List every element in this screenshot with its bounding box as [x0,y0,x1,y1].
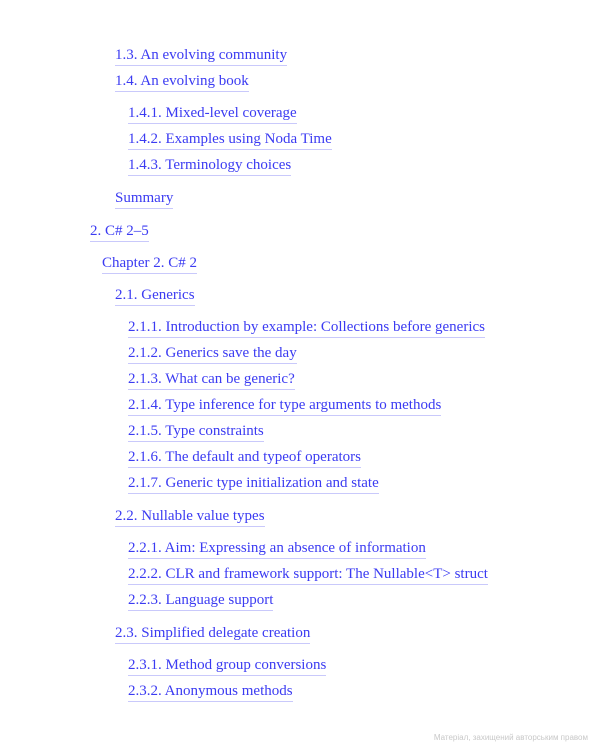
toc-link[interactable]: 2.1.7. Generic type initialization and state [128,475,379,494]
toc-link[interactable]: 1.4.2. Examples using Noda Time [128,131,332,150]
toc-link[interactable]: 2.2.2. CLR and framework support: The Nullable<T> struct [128,566,488,585]
toc-link[interactable]: 2.2.3. Language support [128,592,273,611]
toc-link[interactable]: Summary [115,190,173,209]
toc-link[interactable]: 2.3. Simplified delegate creation [115,625,310,644]
toc-link[interactable]: 1.4.1. Mixed-level coverage [128,105,297,124]
toc-link[interactable]: 2.3.2. Anonymous methods [128,683,293,702]
toc-link[interactable]: 2.1.3. What can be generic? [128,371,295,390]
toc-link[interactable]: 2.1.2. Generics save the day [128,345,297,364]
toc-link[interactable]: 2.2. Nullable value types [115,508,265,527]
toc-link[interactable]: 1.4. An evolving book [115,73,249,92]
toc-link[interactable]: 2.2.1. Aim: Expressing an absence of information [128,540,426,559]
toc-link[interactable]: 2.1.1. Introduction by example: Collections before generics [128,319,485,338]
toc-link[interactable]: 2.1.6. The default and typeof operators [128,449,361,468]
toc-link[interactable]: 2.1.4. Type inference for type arguments to methods [128,397,441,416]
toc-link[interactable]: 1.4.3. Terminology choices [128,157,291,176]
toc-link[interactable]: 2.1.5. Type constraints [128,423,264,442]
toc-link[interactable]: 2.1. Generics [115,287,195,306]
toc-link[interactable]: 1.3. An evolving community [115,47,287,66]
toc-link[interactable]: 2.3.1. Method group conversions [128,657,326,676]
copyright-watermark: Матеріал, захищений авторським правом [433,733,588,742]
toc-link[interactable]: 2. C# 2–5 [90,223,149,242]
toc-link[interactable]: Chapter 2. C# 2 [102,255,197,274]
